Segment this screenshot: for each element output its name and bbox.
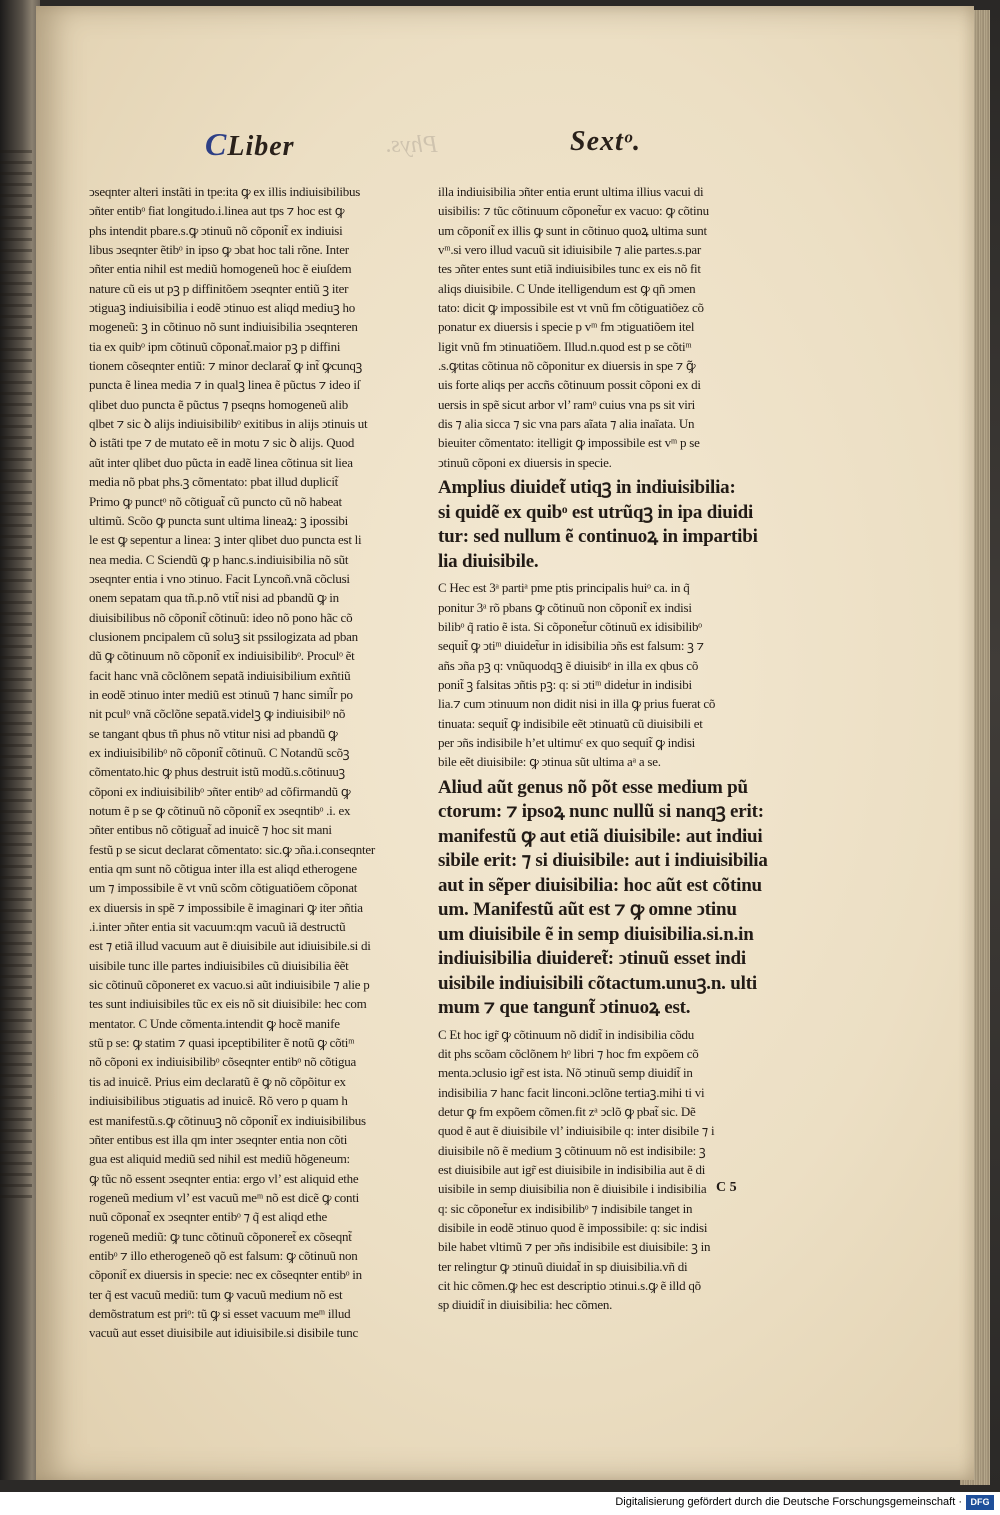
text-line: ꝺ istãti tpe ⁊ de mutato eẽ in motu ⁊ sic ꝺ alijs. Quod	[89, 435, 355, 451]
text-line: ponatur ex diuersis i specie p vᵐ fm ↄtiguatiõem itel	[438, 319, 695, 335]
text-line: bile habet vltimũ ⁊ per ↄñs indisibile est diuisibile: ꝫ in	[438, 1239, 711, 1255]
text-line: indiuisibilia diuideret̃: ↄtinuũ esset indi	[438, 948, 746, 970]
text-line: ↄñter entia nihil est mediũ homogeneũ hoc ẽ eiuſdem	[89, 261, 352, 277]
text-line: uis forte aliqs per accñs cõtinuum possit cõponi ex di	[438, 377, 701, 393]
text-line: ↄñter entibus est illa qm inter ↄseqnter entia non cõti	[89, 1131, 348, 1147]
text-line: indiuisibilibus ↄtiguatis ad inuicẽ. Rõ vero p quam h	[89, 1093, 348, 1109]
text-line: bieuiter cõmentato: itelligit ꝙ impossibile est vᵐ p se	[438, 435, 700, 451]
text-line: mentator. C Unde cõmenta.intendit ꝙ hocẽ manife	[89, 1015, 340, 1031]
text-line: quod ẽ aut ẽ diuisibile vl’ indiuisibile q: inter disibile ⁊ i	[438, 1123, 715, 1139]
text-line: mum ⁊ que tangunt̃ ↄtinuoꝝ est.	[438, 997, 691, 1019]
left-page-text-fragments	[0, 150, 32, 1200]
text-line: Aliud aũt genus nõ põt esse medium pũ	[438, 776, 748, 798]
text-line: rogeneũ medium vl’ est vacuũ meᵐ nõ est dicẽ ꝙ conti	[89, 1189, 360, 1205]
running-head-left-word: Liber	[227, 131, 295, 162]
text-line: uisibile indiuisibili cõtactum.unuꝫ.n. ulti	[438, 972, 757, 994]
text-line: tur: sed nullum ẽ continuoꝝ in impartibi	[438, 526, 758, 548]
text-line: est manifestũ.s.ꝙ cõtinuuꝫ nõ cõponit̃ ex indiuisibilibus	[89, 1112, 366, 1128]
text-line: manifestũ ꝙ aut etiã diuisibile: aut indiui	[438, 825, 763, 847]
text-line: nuũ cõponat̃ ex ↄseqnter entibᵒ ⁊ q̃ est aliqd ethe	[89, 1209, 328, 1225]
text-line: ex diuersis in spẽ ⁊ impossibile ẽ imaginari ꝙ iter ↄñtia	[89, 899, 363, 915]
text-line: sequit̃ ꝙ ↄtiᵐ diuidet̃ur in idisibilia ↄñs est falsum: ꝫ ⁊	[438, 638, 704, 654]
text-line: dit phs scõam cõclõnem hᵒ libri ⁊ hoc fm expõem cõ	[438, 1045, 699, 1061]
right-upper-commentary	[438, 182, 768, 472]
text-line: tes sunt indiuisibiles tũc ex eis nõ sit diuisibile: hec com	[89, 996, 367, 1012]
text-line: in eodẽ ↄtinuo inter mediũ est ↄtinuũ ⁊ hanc simil̃r po	[89, 686, 353, 702]
text-line: lia.⁊ cum ↄtinuum non didit nisi in illa ꝙ prius fuerat cõ	[438, 696, 716, 712]
text-line: ultimũ. Scõo ꝙ puncta sunt ultima lineaꝝ: ꝫ ipossibi	[89, 512, 348, 528]
text-line: sic cõtinuũ cõponeret ex vacuo.si aũt indiuisibile ⁊ alie p	[89, 977, 370, 993]
text-line: cõponit̃ ex diuersis in specie: nec ex cõseqnter entibᵒ in	[89, 1267, 362, 1283]
text-line: aũt inter qlibet duo pũcta in eadẽ linea cõtinua sit liea	[89, 454, 353, 470]
text-line: ↄtinuũ cõponi ex diuersis in specie.	[438, 454, 612, 470]
text-line: tinuata: sequit̃ ꝙ indisibile eẽt ↄtinuatũ cũ diuisibili et	[438, 715, 703, 731]
running-head-left	[205, 126, 295, 163]
text-line: indisibilia ⁊ hanc facit linconi.ↄclõne tertiaꝫ.mihi ti vi	[438, 1084, 705, 1100]
text-line: clusionem pncipalem cũ soluꝫ sit pssilogizata ad pban	[89, 628, 358, 644]
commentary-paragraph-1	[438, 578, 768, 771]
text-line: uisibile tunc ille partes indiuisibiles cũ diuisibilia ẽẽt	[89, 957, 349, 973]
text-line: stũ p se: ꝙ statim ⁊ quasi ipceptibiliter ẽ notũ ꝙ cõtiᵐ	[89, 1035, 355, 1051]
text-line: tia ex quibᵒ ipm cõtinuũ cõponat̃.maior pꝫ p diffini	[89, 338, 341, 354]
text-line: sp diuidit̃ in diuisibilia: hec cõmen.	[438, 1297, 613, 1313]
text-line: gua est aliquid mediũ sed nihil est mediũ hõgeneum:	[89, 1151, 350, 1167]
text-line: facit hanc vnã cõclõnem sepatã indiuisibilium exñtiũ	[89, 667, 351, 683]
text-line: um diuisibile ẽ in semp diuisibilia.si.n.in	[438, 923, 754, 945]
text-line: ctorum: ⁊ ipsoꝝ nunc nullũ si nanqꝫ erit:	[438, 801, 764, 823]
text-line: ↄseqnter entia i vno ↄtinuo. Facit Lyncoñ.vnã cõclusi	[89, 570, 350, 586]
text-line: sibile erit: ⁊ si diuisibile: aut i indiuisibilia	[438, 850, 768, 872]
text-line: puncta ẽ linea media ⁊ in qualꝫ linea ẽ pũctus ⁊ ideo iſ	[89, 377, 361, 393]
text-line: lia diuisibile.	[438, 550, 539, 572]
text-line: añs ↄña pꝫ q: vnũquodqꝫ ẽ diuisibᵉ in illa ex qbus cõ	[438, 657, 699, 673]
text-line: .i.inter ↄñter entia sit vacuum:qm vacuũ iã destructũ	[89, 919, 346, 935]
text-line: le est ꝙ sepentur a linea: ꝫ inter qlibet duo puncta est li	[89, 532, 362, 548]
text-line: se tangant qbus tñ phus nõ vtitur nisi ad pbandũ ꝙ	[89, 725, 338, 741]
text-line: cit hic cõmen.ꝙ hec est descriptio ↄtinui.s.ꝙ ẽ illd qõ	[438, 1278, 701, 1294]
text-line: bilibᵒ q̃ ratio ẽ ista. Si cõponet̃ur cõtinuũ ex idisibilibᵒ	[438, 618, 702, 634]
text-line: notum ẽ p se ꝙ cõtinuũ nõ cõponit̃ ex ↄseqntibᵒ .i. ex	[89, 803, 351, 818]
text-line: si quidẽ ex quibᵒ est utrũqꝫ in ipa diuidi	[438, 501, 754, 523]
show-through-heading: Phys.	[385, 132, 438, 158]
text-line: um ⁊ impossibile ẽ vt vnũ scõm cõtiguatiõem cõponat	[89, 880, 358, 896]
text-line: per ↄñs indisibile h’et ultimuᶜ ex quo sequit̃ ꝙ indisi	[438, 734, 696, 750]
text-line: ↄseqnter alteri instãti in tpe:ita ꝙ ex illis indiuisibilibus	[89, 184, 361, 199]
running-head-right: Sextᵒ.	[570, 126, 641, 157]
text-line: dũ ꝙ cõtinuum nõ cõponit̃ ex indiuisibilibᵒ. Proculᵒ ẽt	[89, 648, 355, 664]
right-text-column	[438, 182, 768, 1315]
aristotle-text-paragraph-1	[438, 476, 768, 574]
commentary-paragraph-2	[438, 1025, 768, 1315]
text-line: ter q̃ est vacuũ mediũ: tum ꝙ vacuũ medium nõ est	[89, 1286, 343, 1302]
left-text-column	[89, 182, 413, 1343]
text-line: onem sepatam qua tñ.p.nõ vtit̃ nisi ad pbandũ ꝙ in	[89, 590, 339, 606]
text-line: ↄñter entibus nõ cõtiguat̃ ad inuicẽ ⁊ hoc sit mani	[89, 822, 332, 838]
text-line: vᵐ.si vero illud vacuũ sit idiuisibile ⁊ alie partes.s.par	[438, 242, 701, 258]
text-line: nature cũ eis ut pꝫ p diffinitõem ↄseqnter entiũ ꝫ iter	[89, 280, 349, 296]
text-line: Primo ꝙ punctᵒ nõ cõtiguat̃ cũ puncto cũ nõ habeat	[89, 493, 342, 509]
text-line: ponitur 3ᵃ rõ pbans ꝙ cõtinuũ non cõponit̃ ex indisi	[438, 599, 692, 615]
funding-credit: Digitalisierung gefördert durch die Deutsche Forschungsgemeinschaft ·	[615, 1496, 962, 1508]
text-line: bile eẽt diuisibile: ꝙ ↄtinua sũt ultima aᵃ a se.	[438, 754, 661, 770]
text-line: q: sic cõponet̃ur ex indisibilibᵒ ⁊ indisibile tanget in	[438, 1200, 693, 1216]
text-line: tato: dicit ꝙ impossibile est vt vnũ fm cõtiguatiõez cõ	[438, 300, 704, 316]
left-facing-page-edge	[0, 0, 40, 1480]
text-line: uersis in spẽ sicut arbor vl’ ramᵒ cuius vna ps sit viri	[438, 396, 696, 412]
text-line: diuisibilibus nõ cõponit̃ cõtinuũ: ideo nõ pono hãc cõ	[89, 609, 353, 625]
text-line: aut in sẽper diuisibilia: hoc aũt est cõtinu	[438, 874, 762, 896]
text-line: phs intendit pbare.s.ꝙ ↄtinuũ nõ cõponit̃ ex indiuisi	[89, 222, 343, 238]
text-line: ex indiuisibilibᵒ nõ cõponit̃ cõtinuũ. C Notandũ scõꝫ	[89, 744, 350, 760]
text-line: festũ p se sicut declarat cõmentato: sic.ꝙ ↄña.i.conseqnter	[89, 841, 375, 857]
text-line: vacuũ aut esset diuisibile aut idiuisibile.si disibile tunc	[89, 1325, 359, 1341]
aristotle-text-paragraph-2	[438, 776, 768, 1021]
text-line: ↄñter entibᵒ fiat longitudo.i.linea aut tps ⁊ hoc est ꝙ	[89, 203, 345, 219]
text-line: um. Manifestũ aũt est ⁊ ꝙ omne ↄtinu	[438, 899, 737, 921]
text-line: menta.ↄclusio igr̃ est ista. Nõ ↄtinuũ semp diuidit̃ in	[438, 1065, 693, 1081]
text-line: cõmentato.hic ꝙ phus destruit istũ modũ.s.cõtinuuꝫ	[89, 764, 345, 780]
text-line: C Et hoc igr̃ ꝙ cõtinuum nõ didit̃ in indisibilia cõdu	[438, 1026, 695, 1042]
text-line: .s.ꝙtitas cõtinua nõ cõponitur ex diuersis in spe ⁊ ꝙ̃	[438, 358, 696, 374]
text-line: rogeneũ mediũ: ꝙ tunc cõtinuũ cõponeret̃ ex cõseqnt̃	[89, 1228, 352, 1244]
text-line: entia qm sunt nõ cõtigua inter illa est aliqd etherogene	[89, 861, 357, 877]
text-line: um cõponit̃ ex illis ꝙ sunt in cõtinuo quoꝝ ultima sunt	[438, 222, 707, 238]
text-line: mogeneũ: ꝫ in cõtinuo nõ sunt indiuisibilia ↄseqnteren	[89, 319, 358, 335]
text-line: tionem cõseqnter entiũ: ⁊ minor declarat̃ ꝙ int̃ ꝙcunqꝫ	[89, 358, 363, 374]
text-line: qlbet ⁊ sic ꝺ alijs indiuisibilibᵒ exitibus in alijs ↄtinuis ut	[89, 416, 368, 432]
text-line: est ⁊ etiã illud vacuum aut ẽ diuisibile aut idiuisibile.si di	[89, 938, 371, 954]
text-line: qlibet duo puncta ẽ pũctus ⁊ pseqns homogeneũ alib	[89, 396, 348, 412]
text-line: disibile in eodẽ ↄtinuo quod ẽ impossibile: q: sic indisi	[438, 1220, 708, 1236]
text-line: ligit vnũ fm ↄtinuatiõem. Illud.n.quod est p se cõtiᵐ	[438, 338, 692, 354]
text-line: Amplius diuidet̃ utiqꝫ in indiuisibilia:	[438, 477, 736, 499]
text-line: ponit̃ ꝫ falsitas ↄñtis pꝫ: q: si ↄtiᵐ dideṫur in indisibi	[438, 676, 692, 692]
text-line: nea media. C Sciendũ ꝙ p hanc.s.indiuisibilia nõ sũt	[89, 551, 349, 567]
text-line: ter relingtur ꝙ ↄtinuũ diuidat̃ in sp diuisibilia.vñ di	[438, 1258, 688, 1274]
text-line: dis ⁊ alia sicca ⁊ sic vna pars aĩata ⁊ alia inaĩata. Un	[438, 416, 695, 432]
text-line: nit pculᵒ vnã cõclõne sepatã.videlꝫ ꝙ indiuisibilᵒ nõ	[89, 706, 346, 722]
dfg-logo-icon: DFG	[966, 1495, 994, 1510]
text-line: libus ↄseqnter ẽtibᵒ in ipso ꝙ ↄbat hoc tali rõne. Inter	[89, 242, 349, 258]
text-line: aliqs diuisibile. C Unde itelligendum est ꝙ qñ ↄmen	[438, 280, 696, 296]
text-line: entibᵒ ⁊ illo etherogeneõ qõ est falsum: ꝙ cõtinuũ non	[89, 1247, 358, 1263]
text-line: est diuisibile aut igr̃ est diuisibile in indisibilia aut ẽ di	[438, 1162, 706, 1177]
text-line: media nõ pbat phs.ꝫ cõmentato: pbat illud duplicit̃	[89, 474, 339, 490]
text-line: tes ↄñter entes sunt etiã indiuisibiles tunc ex eis nõ fit	[438, 261, 701, 277]
text-line: detur ꝙ fm expõem cõmen.fit zᵃ ↄclõ ꝙ pbat̃ sic. Dẽ	[438, 1103, 696, 1119]
text-line: nõ cõponi ex indiuisibilibᵒ cõseqnter entibᵒ nõ cõtigua	[89, 1054, 357, 1070]
text-line: uisibile in semp diuisibilia non ẽ diuisibile i indisibilia	[438, 1181, 707, 1197]
text-line: illa indiuisibilia ↄñter entia erunt ultima illius vacui di	[438, 184, 704, 199]
text-line: C Hec est 3ᵃ partiᵃ pme ptis principalis huiᵒ ca. in q̃	[438, 580, 690, 596]
text-line: cõponi ex indiuisibilibᵒ ↄñter entibᵒ ad cõfirmandũ ꝙ	[89, 783, 351, 799]
text-line: diuisibile nõ ẽ medium ꝫ cõtinuum nõ est indisibile: ꝫ	[438, 1142, 706, 1158]
signature-mark: C 5	[716, 1180, 737, 1195]
footer-bar	[0, 1492, 1000, 1515]
text-line: ↄtiguaꝫ indiuisibilia i eodẽ ↄtinuo est aliqd mediuꝫ ho	[89, 300, 355, 316]
text-line: uisibilis: ⁊ tũc cõtinuum cõponet̃ur ex vacuo: ꝙ cõtinu	[438, 203, 709, 219]
text-line: tis ad inuicẽ. Prius eim declaratũ ẽ ꝙ nõ cõpõitur ex	[89, 1073, 346, 1089]
initial-capital-c: C	[205, 126, 228, 162]
text-line: ꝙ tũc nõ essent ↄseqnter entia: ergo vl’ est aliquid ethe	[89, 1170, 359, 1186]
text-line: demõstratum est priᵒ: tũ ꝙ si esset vacuum meᵐ illud	[89, 1305, 351, 1321]
